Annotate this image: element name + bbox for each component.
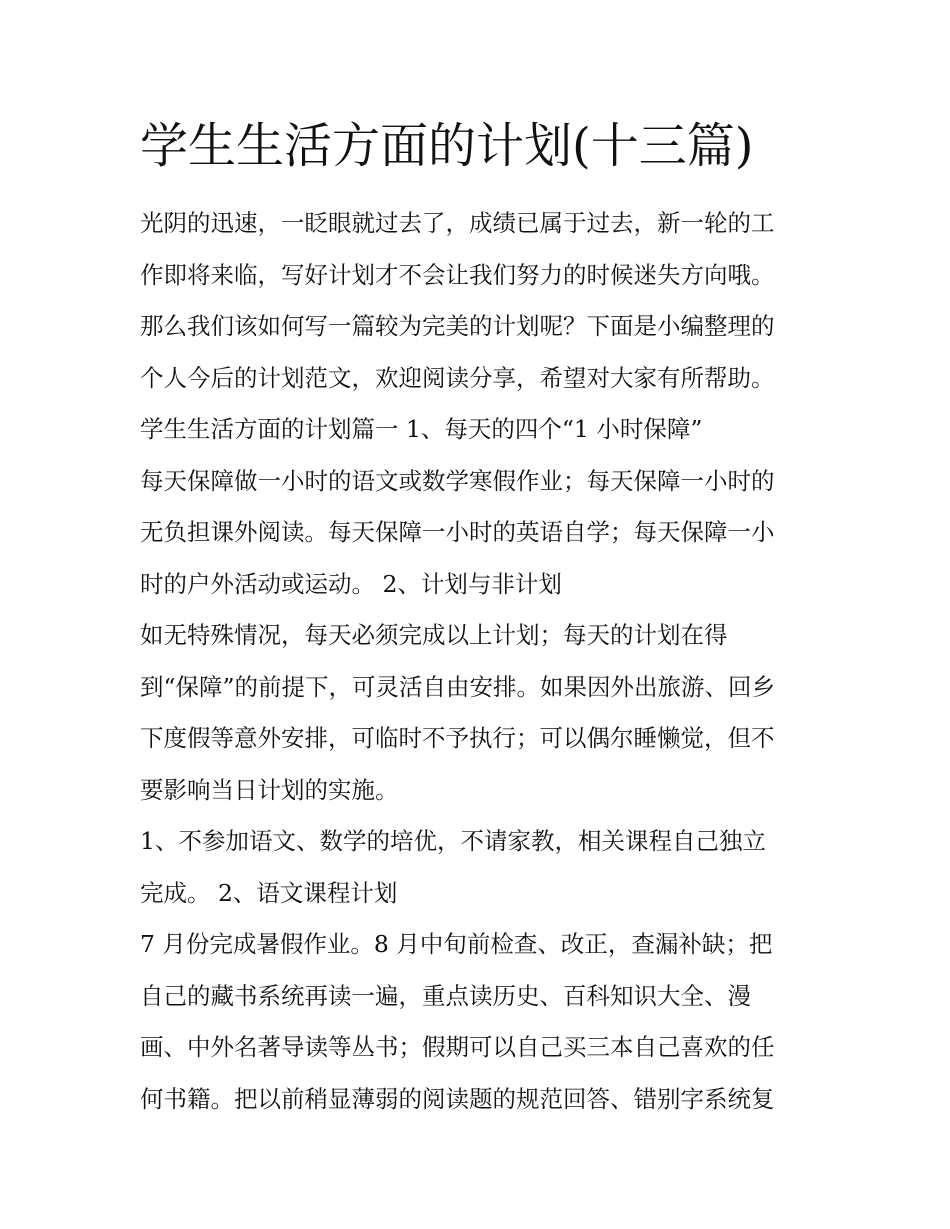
body-line: 1、不参加语文、数学的培优，不请家教，相关课程自己独立 bbox=[140, 827, 766, 855]
body-line: 无负担课外阅读。每天保障一小时的英语自学；每天保障一小 bbox=[140, 518, 775, 546]
body-line: 自己的藏书系统再读一遍，重点读历史、百科知识大全、漫 bbox=[140, 981, 751, 1010]
body-line: 个人今后的计划范文，欢迎阅读分享，希望对大家有所帮助。 bbox=[140, 363, 775, 392]
body-line: 时的户外活动或运动。 2、计划与非计划 bbox=[140, 569, 562, 598]
body-line: 每天保障做一小时的语文或数学寒假作业；每天保障一小时的 bbox=[140, 466, 775, 495]
body-line: 作即将来临，写好计划才不会让我们努力的时候迷失方向哦。 bbox=[140, 260, 775, 289]
body-line: 光阴的迅速，一眨眼就过去了，成绩已属于过去，新一轮的工 bbox=[140, 209, 775, 237]
body-line: 如无特殊情况，每天必须完成以上计划；每天的计划在得 bbox=[140, 621, 728, 649]
document-title: 学生生活方面的计划(十三篇) bbox=[140, 118, 754, 174]
section-heading-line: 学生生活方面的计划篇一 1、每天的四个“1 小时保障” bbox=[140, 415, 703, 443]
body-line: 7 月份完成暑假作业。8 月中旬前检查、改正，查漏补缺；把 bbox=[140, 930, 773, 958]
body-line: 下度假等意外安排，可临时不予执行；可以偶尔睡懒觉，但不 bbox=[140, 724, 775, 752]
body-line: 要影响当日计划的实施。 bbox=[140, 775, 399, 804]
body-line: 到“保障”的前提下，可灵活自由安排。如果因外出旅游、回乡 bbox=[140, 672, 776, 701]
body-line: 那么我们该如何写一篇较为完美的计划呢？下面是小编整理的 bbox=[140, 312, 775, 340]
body-line: 何书籍。把以前稍显薄弱的阅读题的规范回答、错别字系统复 bbox=[140, 1084, 775, 1113]
body-line: 画、中外名著导读等丛书；假期可以自己买三本自己喜欢的任 bbox=[140, 1033, 775, 1061]
document-body bbox=[140, 198, 830, 1125]
body-line: 完成。 2、语文课程计划 bbox=[140, 878, 398, 907]
